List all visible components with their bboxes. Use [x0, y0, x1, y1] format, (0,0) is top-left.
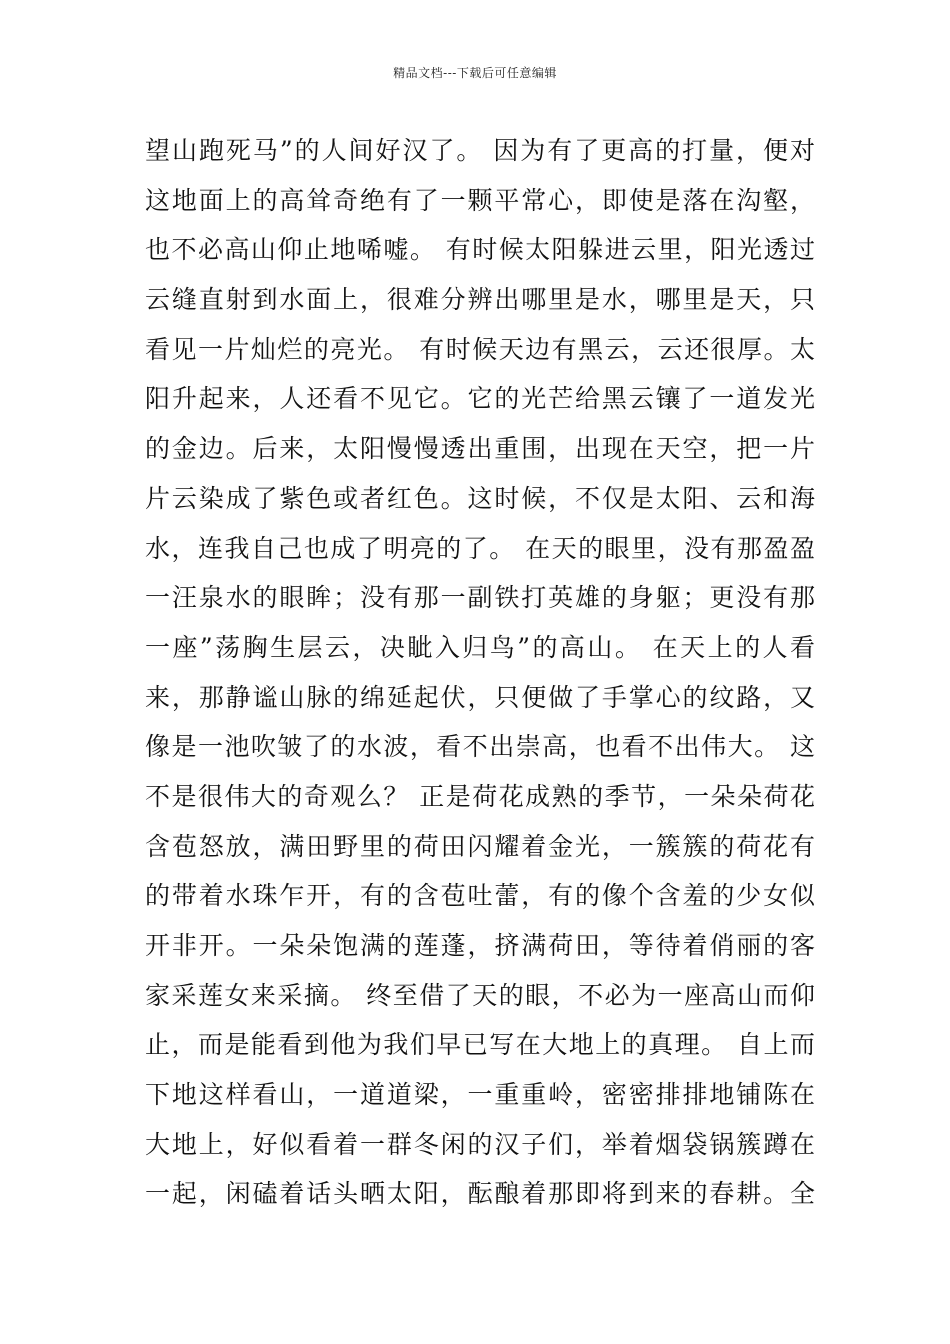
text-line: 这地面上的高耸奇绝有了一颗平常心，即使是落在沟壑，	[145, 185, 815, 215]
text-line: 止，而是能看到他为我们早已写在大地上的真理。 自上而	[145, 1030, 815, 1060]
page-header: 精品文档---下载后可任意编辑	[393, 66, 557, 80]
text-line: 的金边。后来，太阳慢慢透出重围，出现在天空，把一片	[145, 434, 815, 464]
text-line: 下地这样看山，一道道梁，一重重岭，密密排排地铺陈在	[145, 1080, 815, 1110]
text-line: 水，连我自己也成了明亮的了。 在天的眼里，没有那盈盈	[145, 533, 815, 563]
text-line: 阳升起来，人还看不见它。它的光芒给黑云镶了一道发光	[145, 384, 815, 414]
text-line: 的带着水珠乍开，有的含苞吐蕾，有的像个含羞的少女似	[145, 881, 815, 911]
text-line: 来，那静谧山脉的绵延起伏，只便做了手掌心的纹路，又	[145, 682, 815, 712]
body-text	[145, 126, 815, 1219]
text-line: 片云染成了紫色或者红色。这时候，不仅是太阳、云和海	[145, 483, 815, 513]
text-line: 云缝直射到水面上，很难分辨出哪里是水，哪里是天，只	[145, 285, 815, 315]
text-line: 大地上，好似看着一群冬闲的汉子们，举着烟袋锅簇蹲在	[145, 1129, 815, 1159]
text-line: 一座”荡胸生层云，决眦入归鸟”的高山。 在天上的人看	[145, 632, 815, 662]
text-line: 也不必高山仰止地唏嘘。 有时候太阳躲进云里，阳光透过	[145, 235, 815, 265]
text-line: 不是很伟大的奇观么？ 正是荷花成熟的季节，一朵朵荷花	[145, 781, 815, 811]
text-line: 望山跑死马”的人间好汉了。 因为有了更高的打量，便对	[145, 136, 815, 165]
text-line: 含苞怒放，满田野里的荷田闪耀着金光，一簇簇的荷花有	[145, 831, 815, 861]
text-line: 开非开。一朵朵饱满的莲蓬，挤满荷田，等待着俏丽的客	[145, 931, 815, 960]
text-line: 一汪泉水的眼眸；没有那一副铁打英雄的身躯；更没有那	[145, 583, 815, 613]
text-line: 一起，闲磕着话头晒太阳，酝酿着那即将到来的春耕。全	[145, 1179, 815, 1209]
text-line: 家采莲女来采摘。 终至借了天的眼，不必为一座高山而仰	[145, 980, 815, 1010]
text-line: 看见一片灿烂的亮光。 有时候天边有黑云，云还很厚。太	[145, 334, 815, 364]
text-line: 像是一池吹皱了的水波，看不出崇高，也看不出伟大。 这	[145, 732, 815, 762]
